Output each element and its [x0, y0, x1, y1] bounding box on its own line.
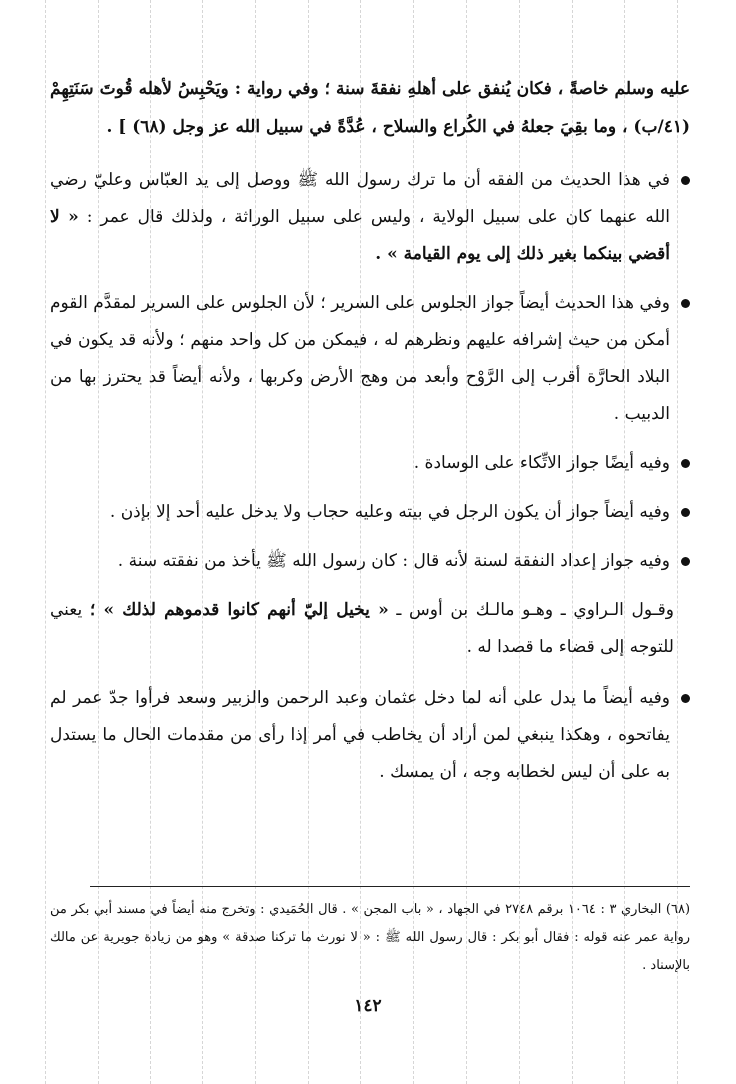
page-body — [50, 70, 690, 803]
bullet-paragraph — [50, 680, 690, 791]
bullet-text: وفيه أيضًا جواز الاتِّكاء على الوسادة . — [413, 453, 670, 473]
bullet-dot-icon — [681, 508, 690, 517]
bullet-paragraph — [50, 285, 690, 433]
narrator-prefix: وقـول الـراوي ـ وهـو مالـك بن أوس ـ — [396, 600, 675, 620]
bullet-text: في هذا الحديث من الفقه أن ما ترك رسول الله ﷺ ووصل إلى يد العبّاس وعليّ رضي الله عنهما كان على سبيل الولاية ، وليس على سبيل الوراثة ، ولذلك قال عمر : « لا أقضي بينكما بغير ذلك إلى يوم القيامة » . — [50, 170, 670, 264]
bullet-dot-icon — [681, 176, 690, 185]
bullet-text: وفيه أيضاً جواز أن يكون الرجل في بيته وعليه حجاب ولا يدخل عليه أحد إلا بإذن . — [109, 502, 670, 522]
narrator-suffix: يعني للتوجه إلى قضاء ما قصدا له . — [50, 600, 674, 657]
intro-paragraph: عليه وسلم خاصةً ، فكان يُنفق على أهلهِ نفقةَ سنة ؛ وفي رواية : ويَحْبِسُ لأهله قُوتَ سَنَتِهِمْ (٤١/ب) ، وما بقِيَ جعلهُ في الكُراع والسلاح ، عُدَّةً في سبيل الله عز وجل (٦٨) ] . — [50, 79, 690, 137]
bullet-text: وفي هذا الحديث أيضاً جواز الجلوس على السرير ؛ لأن الجلوس على السرير لمقدَّم القوم أمكن من حيث إشرافه عليهم ونظرهم له ، فيمكن من كل واحد منهم ؛ ولأنه قد يكون في البلاد الحارَّة أقرب إلى الرَّوْح وأبعد من وهج الأرض وكربها ، ولأنه أيضاً قد يحترز بها من الدبيب . — [50, 293, 670, 424]
bullet-paragraph — [50, 162, 690, 273]
narrator-quote: « يخيل إليّ أنهم كانوا قدموهم لذلك » ؛ — [89, 600, 389, 620]
bullet-paragraph — [50, 494, 690, 531]
bullet-dot-icon — [681, 694, 690, 703]
quote-text: « لا أقضي بينكما بغير ذلك إلى يوم القيامة » . — [50, 207, 670, 264]
bullet-paragraph — [50, 543, 690, 580]
footnote-separator — [90, 886, 690, 887]
bullet-text: وفيه أيضاً ما يدل على أنه لما دخل عثمان وعبد الرحمن والزبير وسعد فرأوا جدّ عمر لم يفاتحوه ، وهكذا ينبغي لمن أراد أن يخاطب في أمر إذا رأى من مقدمات الحال ما يستدل به على أن ليس لخطابه وجه ، أن يمسك . — [50, 688, 670, 782]
narrator-paragraph — [50, 592, 690, 666]
grid-line — [45, 0, 46, 1084]
bullet-dot-icon — [681, 557, 690, 566]
page-number: ١٤٢ — [354, 996, 382, 1016]
bullet-paragraph — [50, 445, 690, 482]
bullet-text: وفيه جواز إعداد النفقة لسنة لأنه قال : كان رسول الله ﷺ يأخذ من نفقته سنة . — [117, 551, 670, 571]
bullet-dot-icon — [681, 459, 690, 468]
footnote: (٦٨) البخاري ٣ : ١٠٦٤ برقم ٢٧٤٨ في الجهاد ، « باب المجن » . قال الحُمَيدي : وتخرج منه أيضاً في مسند أبي بكر من رواية عمر عنه قوله : فقال أبو بكر : قال رسول الله ﷺ : « لا نورث ما تركنا صدقة » وهو من زيادة جويرية عن مالك بالإسناد . — [50, 902, 691, 973]
bullet-dot-icon — [681, 299, 690, 308]
